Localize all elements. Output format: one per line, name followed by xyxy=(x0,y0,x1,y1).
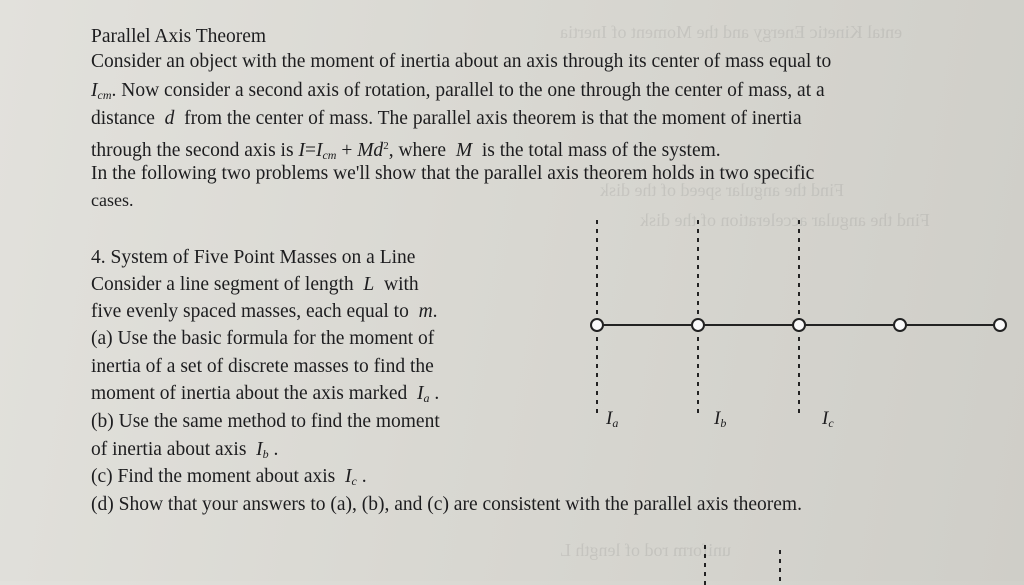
five-mass-diagram xyxy=(560,205,1010,585)
point-mass-1 xyxy=(591,319,603,331)
intro-line-2-text: . Now consider a second axis of rotation, parallel to the one through the center of mass, at a xyxy=(111,80,825,101)
axis-label-b-sub: b xyxy=(720,416,727,430)
problem-line-3-pre: five evenly spaced masses, each equal to xyxy=(91,301,409,322)
subscript-a: a xyxy=(423,391,430,405)
subscript-c: c xyxy=(351,474,357,488)
bleed-through-text: uniform rod of length L xyxy=(560,540,731,560)
part-d-line: (d) Show that your answers to (a), (b), and (c) are consistent with the parallel axis theorem. xyxy=(91,494,802,515)
eq-I: I xyxy=(298,140,305,161)
eq-cm-sub: cm xyxy=(322,148,337,162)
intro-line-4-post: is the total mass of the system. xyxy=(481,140,721,161)
axis-label-b xyxy=(714,408,726,431)
axis-c-dashed xyxy=(780,220,799,585)
axis-label-a-sub: a xyxy=(612,416,619,430)
axis-label-a-sym: I xyxy=(606,408,613,429)
axis-label-c-sym: I xyxy=(822,408,829,429)
intro-line-3 xyxy=(91,104,802,133)
intro-line-4-mid: , where xyxy=(388,140,447,161)
subscript-cm: cm xyxy=(97,88,112,102)
part-a-line-3-post: . xyxy=(434,383,440,404)
part-a-line-2: inertia of a set of discrete masses to find the xyxy=(91,356,434,377)
bleed-through-text: ental Kinetic Energy and the Moment of Inertia xyxy=(560,22,903,42)
part-c-post: . xyxy=(361,466,367,487)
point-mass-2 xyxy=(692,319,704,331)
problem-line-2-post: with xyxy=(384,274,419,295)
eq-plus: + xyxy=(341,140,353,161)
part-c-pre: (c) Find the moment about axis xyxy=(91,466,336,487)
symbol-I: I xyxy=(91,80,98,101)
axis-label-c xyxy=(822,408,834,431)
symbol-Ib: I xyxy=(256,439,263,460)
intro-line-3-post: from the center of mass. The parallel axis theorem is that the moment of inertia xyxy=(184,108,802,129)
part-b-line-2-pre: of inertia about axis xyxy=(91,439,247,460)
problem-line-3-post: . xyxy=(432,301,438,322)
point-mass-4 xyxy=(894,319,906,331)
bleed-through-text: Find the angular speed of the disk xyxy=(600,180,844,200)
axis-label-c-sub: c xyxy=(828,416,834,430)
parallel-axis-equation xyxy=(298,140,388,161)
symbol-M: M xyxy=(455,140,473,161)
symbol-d: d xyxy=(164,108,175,129)
part-a-line-3-pre: moment of inertia about the axis marked xyxy=(91,383,408,404)
intro-line-1: Consider an object with the moment of inertia about an axis through its center of mass equal to xyxy=(91,51,832,72)
point-mass-3 xyxy=(793,319,805,331)
axis-label-a xyxy=(606,408,618,431)
intro-line-5: In the following two problems we'll show that the parallel axis theorem holds in two specific xyxy=(91,163,815,184)
eq-Md: Md xyxy=(357,140,384,161)
section-title: Parallel Axis Theorem xyxy=(91,26,267,47)
axis-label-b-sym: I xyxy=(714,408,721,429)
symbol-m: m xyxy=(418,301,433,322)
symbol-L: L xyxy=(363,274,375,295)
problem-line-3 xyxy=(91,297,438,326)
part-b-line-1: (b) Use the same method to find the moment xyxy=(91,411,440,432)
symbol-Ia: I xyxy=(417,383,424,404)
problem-line-2-pre: Consider a line segment of length xyxy=(91,274,354,295)
symbol-Ic: I xyxy=(345,466,352,487)
subscript-b: b xyxy=(262,447,269,461)
intro-line-3-pre: distance xyxy=(91,108,155,129)
problem-title: 4. System of Five Point Masses on a Line xyxy=(91,247,416,268)
intro-line-6: cases. xyxy=(91,190,134,210)
part-a-line-1: (a) Use the basic formula for the moment of xyxy=(91,328,435,349)
eq-Icm: I xyxy=(315,140,323,161)
bleed-through-text: Find the angular acceleration of the disk xyxy=(640,210,930,230)
problem-line-2 xyxy=(91,270,419,299)
point-mass-5 xyxy=(994,319,1006,331)
axis-b-dashed xyxy=(698,220,705,585)
part-b-line-2-post: . xyxy=(273,439,279,460)
eq-equals: = xyxy=(304,140,316,161)
eq-exponent: 2 xyxy=(383,140,389,152)
intro-line-4-pre: through the second axis is xyxy=(91,140,294,161)
